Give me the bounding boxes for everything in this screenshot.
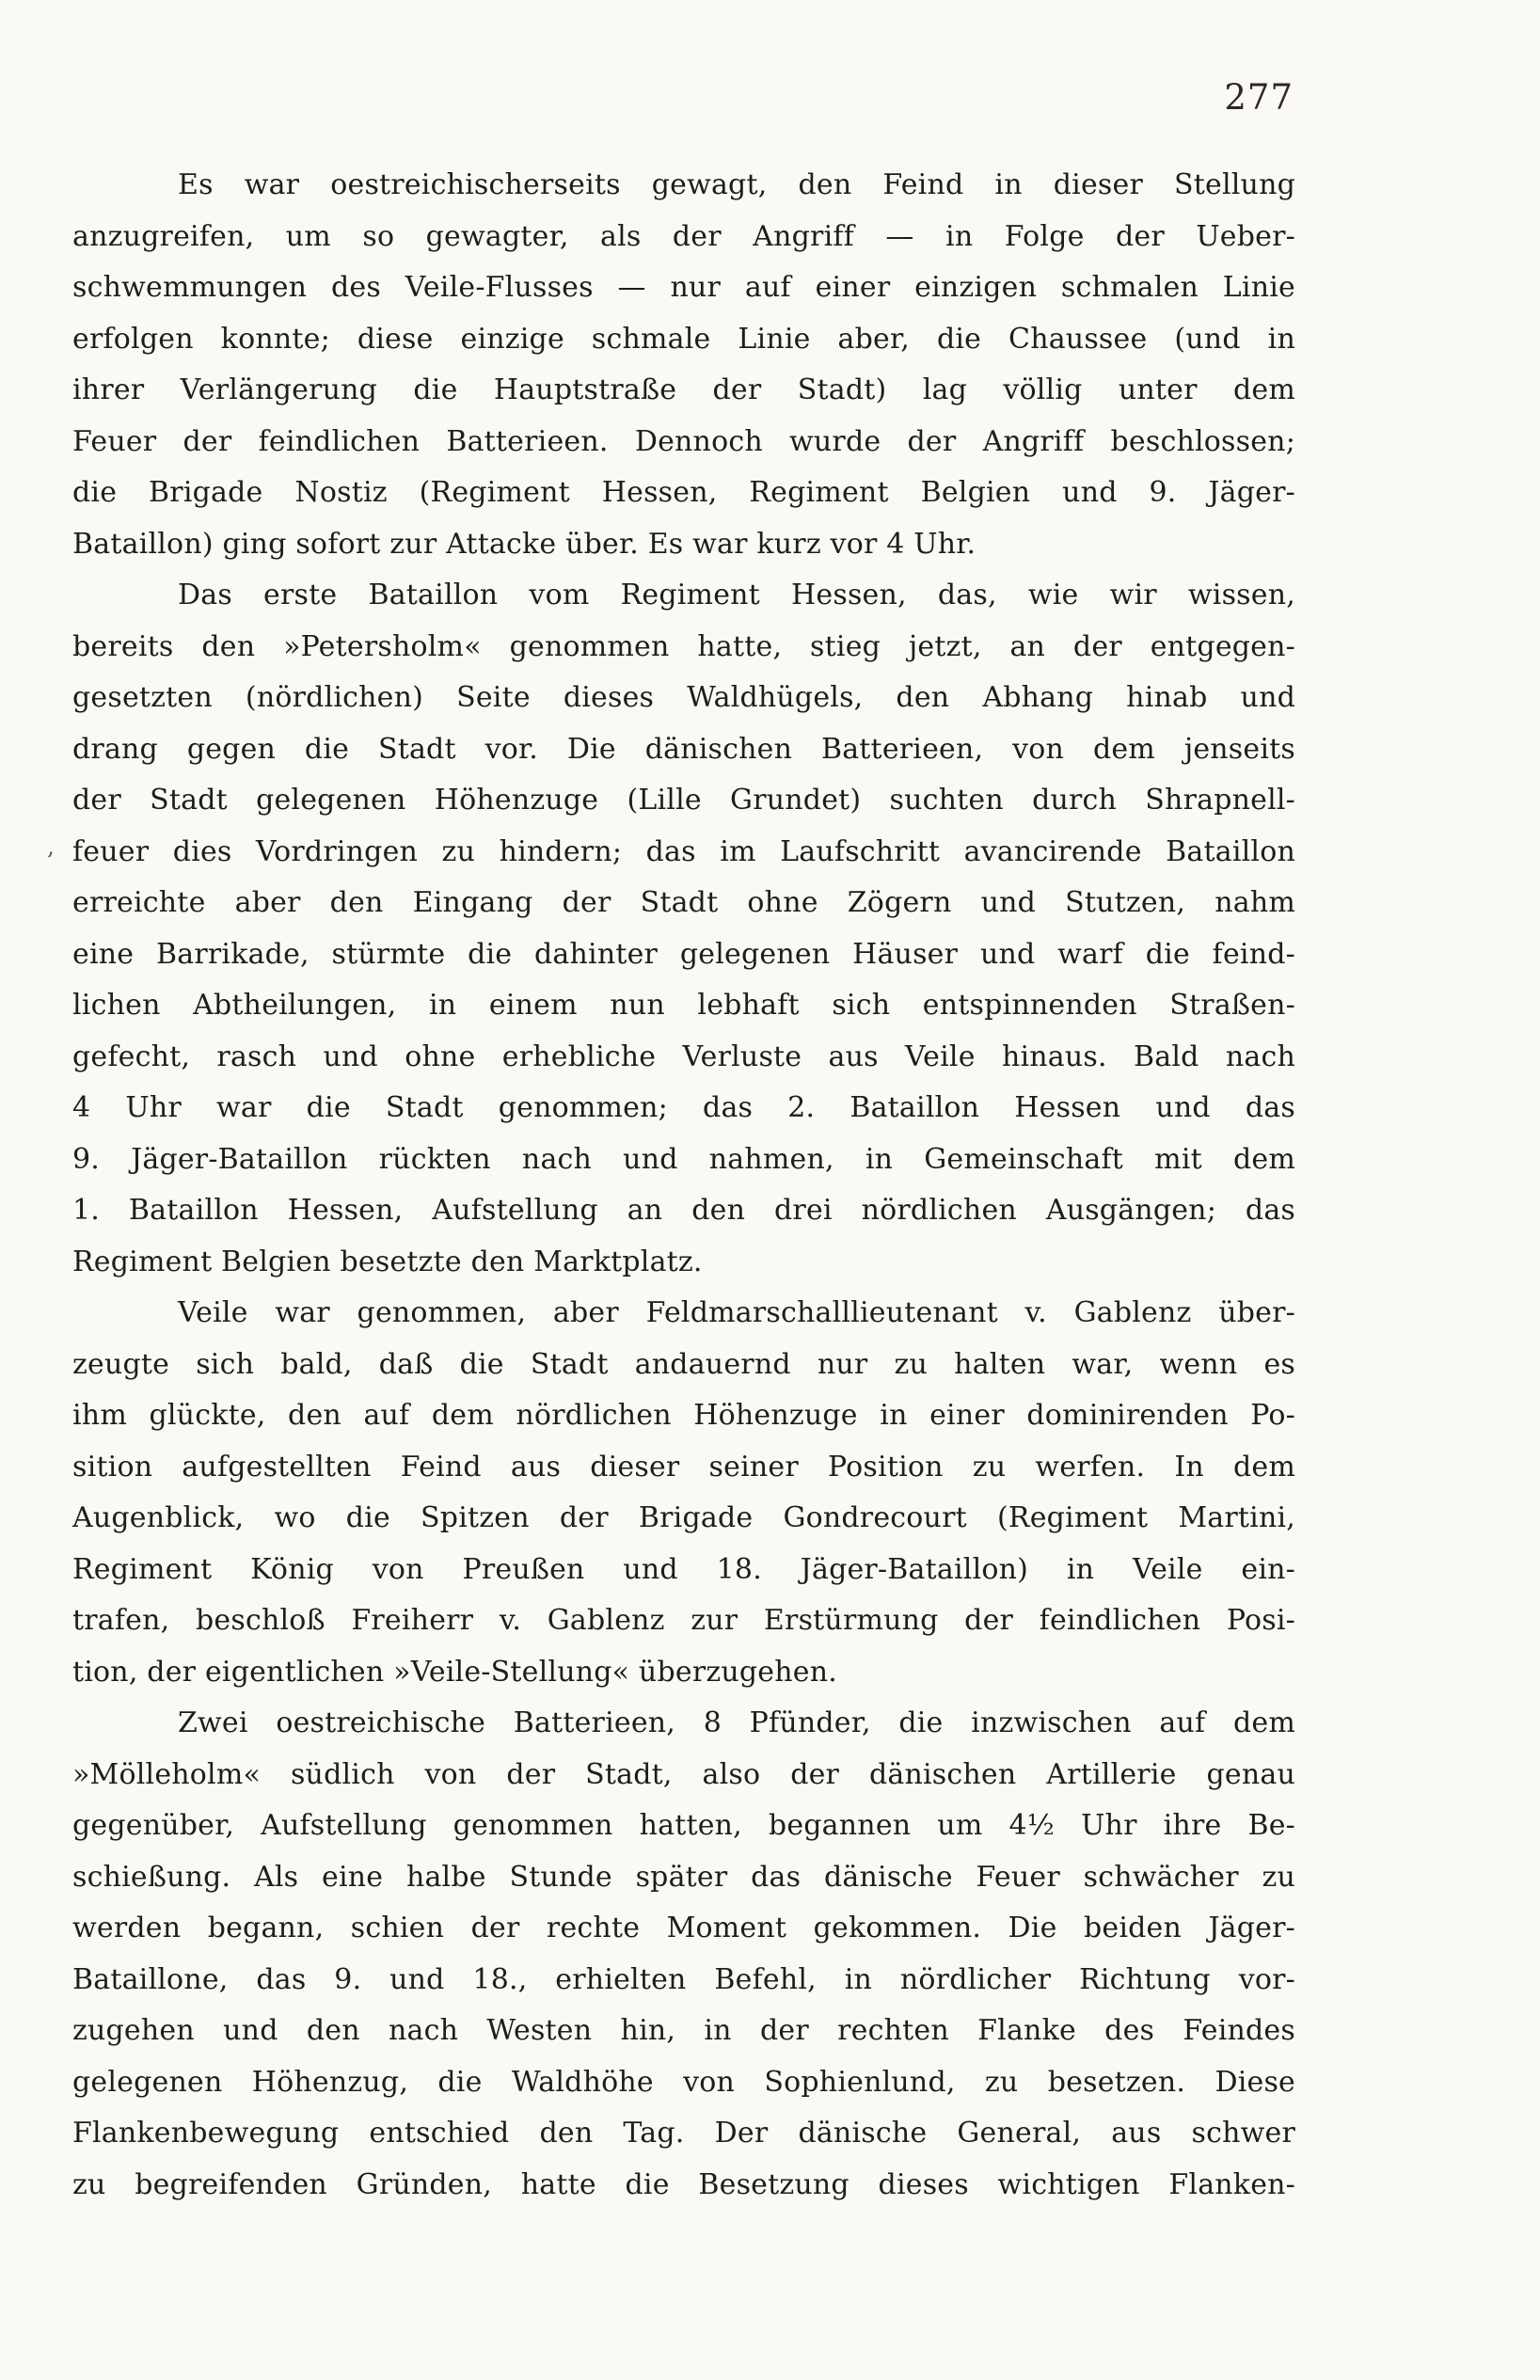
text-line: gelegenen Höhenzug, die Waldhöhe von Sophienlund, zu besetzen. Diese [72,2065,1295,2099]
text-line: schießung. Als eine halbe Stunde später das dänische Feuer schwächer zu [72,1860,1295,1894]
body-text [72,160,1295,2211]
text-line: Das erste Bataillon vom Regiment Hessen, das, wie wir wissen, [178,579,1295,611]
text-line: trafen, beschloß Freiherr v. Gablenz zur Erstürmung der feindlichen Posi- [72,1604,1295,1637]
text-line: ihm glückte, den auf dem nördlichen Höhenzuge in einer dominirenden Po- [72,1399,1295,1432]
text-line: Augenblick, wo die Spitzen der Brigade Gondrecourt (Regiment Martini, [72,1501,1295,1534]
text-line: anzugreifen, um so gewagter, als der Angriff — in Folge der Ueber- [72,219,1295,253]
text-line: zu begreifenden Gründen, hatte die Besetzung dieses wichtigen Flanken- [72,2167,1295,2201]
text-line: die Brigade Nostiz (Regiment Hessen, Regiment Belgien und 9. Jäger- [72,476,1295,509]
text-line: eine Barrikade, stürmte die dahinter gelegenen Häuser und warf die feind- [72,937,1295,971]
text-line: gegenüber, Aufstellung genommen hatten, begannen um 4½ Uhr ihre Be- [72,1809,1295,1842]
paragraph-2 [72,570,1295,1288]
text-line: Veile war genommen, aber Feldmarschalllieutenant v. Gablenz über- [178,1296,1295,1329]
page-number: 277 [1224,77,1294,118]
text-line: 1. Bataillon Hessen, Aufstellung an den drei nördlichen Ausgängen; das [72,1194,1295,1227]
text-line: ihrer Verlängerung die Hauptstraße der Stadt) lag völlig unter dem [72,373,1295,406]
text-line: lichen Abtheilungen, in einem nun lebhaft sich entspinnenden Straßen- [72,989,1295,1022]
text-line: Feuer der feindlichen Batterieen. Dennoch wurde der Angriff beschlossen; [72,424,1295,458]
text-line: Bataillone, das 9. und 18., erhielten Befehl, in nördlicher Richtung vor- [72,1962,1295,1996]
text-line: erreichte aber den Eingang der Stadt ohne Zögern und Stutzen, nahm [72,886,1295,919]
text-line: »Mölleholm« südlich von der Stadt, also der dänischen Artillerie genau [72,1757,1295,1791]
text-line: Es war oestreichischerseits gewagt, den Feind in dieser Stellung [178,168,1295,201]
text-line: Flankenbewegung entschied den Tag. Der dänische General, aus schwer [72,2117,1295,2150]
text-line: tion, der eigentlichen »Veile-Stellung« überzugehen. [72,1655,837,1689]
paragraph-4 [72,1698,1295,2211]
text-line: drang gegen die Stadt vor. Die dänischen Batterieen, von dem jenseits [72,732,1295,766]
paragraph-3 [72,1288,1295,1698]
text-line: gesetzten (nördlichen) Seite dieses Waldhügels, den Abhang hinab und [72,681,1295,714]
text-line: gefecht, rasch und ohne erhebliche Verluste aus Veile hinaus. Bald nach [72,1039,1295,1073]
text-line: Bataillon) ging sofort zur Attacke über. Es war kurz vor 4 Uhr. [72,527,976,561]
text-line: der Stadt gelegenen Höhenzuge (Lille Grundet) suchten durch Shrapnell- [72,784,1295,817]
text-line: bereits den »Petersholm« genommen hatte, stieg jetzt, an der entgegen- [72,629,1295,663]
text-line: schwemmungen des Veile-Flusses — nur auf einer einzigen schmalen Linie [72,271,1295,304]
text-line: 4 Uhr war die Stadt genommen; das 2. Bataillon Hessen und das [72,1091,1295,1124]
text-line: werden begann, schien der rechte Moment gekommen. Die beiden Jäger- [72,1912,1295,1944]
text-line: zeugte sich bald, daß die Stadt andauernd nur zu halten war, wenn es [72,1347,1295,1381]
text-line: Regiment Belgien besetzte den Marktplatz. [72,1245,703,1278]
text-line: zugehen und den nach Westen hin, in der rechten Flanke des Feindes [72,2014,1295,2047]
text-line: erfolgen konnte; diese einzige schmale Linie aber, die Chaussee (und in [72,322,1295,356]
paragraph-1 [72,160,1295,570]
text-line: feuer dies Vordringen zu hindern; das im Laufschritt avancirende Bataillon [72,834,1295,868]
text-line: Regiment König von Preußen und 18. Jäger-Bataillon) in Veile ein- [72,1552,1295,1586]
margin-mark: ‚ [47,833,55,860]
text-line: Zwei oestreichische Batterieen, 8 Pfünder, die inzwischen auf dem [178,1706,1295,1739]
text-line: 9. Jäger-Bataillon rückten nach und nahmen, in Gemeinschaft mit dem [72,1142,1295,1176]
text-line: sition aufgestellten Feind aus dieser seiner Position zu werfen. In dem [72,1450,1295,1484]
